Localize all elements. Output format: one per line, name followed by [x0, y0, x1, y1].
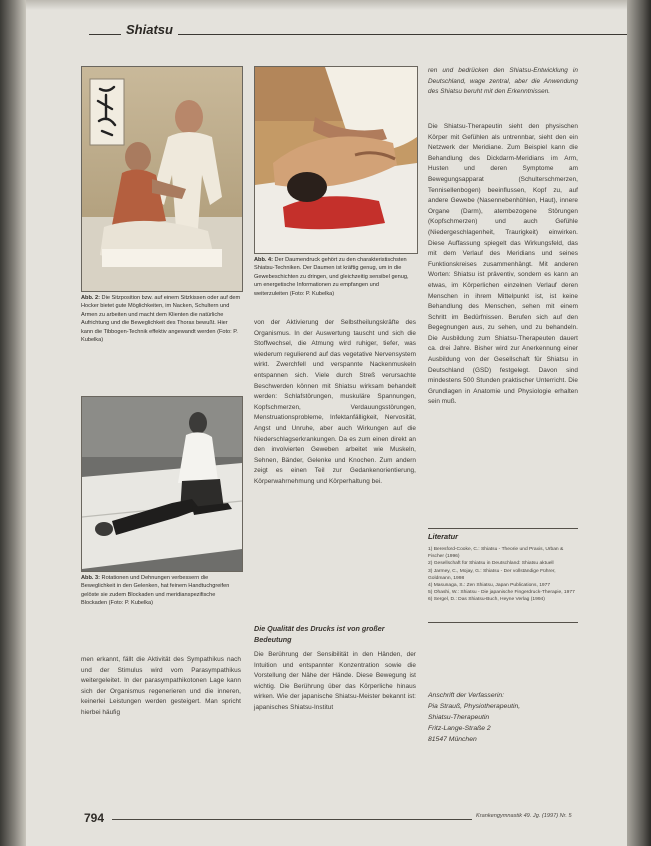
page-number: 794	[84, 811, 105, 825]
column2-subheading: Die Qualität des Drucks ist von großer Bedeutung	[254, 624, 385, 644]
caption-fig4	[254, 256, 414, 298]
column1-body-bottom: men erkannt, fällt die Aktivität des Sympathikus nach und der Stimulus wird vom Parasympathikus weitergeleitet. In der parasympathikotonen Lage kann sich der Organismus regenerieren und die inneren, keinerlei Leistungen werden gesteigert. Man spricht hierbei häufig	[81, 656, 241, 716]
caption-fig2-text: Die Sitzposition bzw. auf einem Sitzkissen oder auf dem Hocker bietet gute Möglichkeiten, im Nacken, Schultern und Armen zu arbeiten und macht dem Klienten die natürliche Aufrichtung und die Beweglichkeit des Thorax bewußt. Hier kann die Tibbogen-Technik effektiv angewandt werden (Foto: P. Kubelka)	[81, 295, 241, 344]
column2-body: von der Aktivierung der Selbstheilungskräfte des Organismus. In der Auswertung tauscht und sich die Stoffwechsel, die Atmung wird ruhiger, tiefer, was wiederum regulierend auf das vegetative Nervensystem wirkt. Zwerchfell und verspannte Nackenmuskeln entspannen sich. Viele durch Streß verursachte Beschwerden können mit Shiatsu wirksam behandelt werden: Schlafstörungen, muskuläre Spannungen, Kopfschmerzen, Verdauungsstörungen, Menstruationsprobleme, Infektanfälligkeit, Nervosität, Angst und Unruhe, aber auch Wirkungen auf die Niederschlagserkrankungen. Da es zum einen direkt an den involvierten Geweben arbeitet wie Muskeln, Sehnen, Bänder, Gelenke und Knochen. Zum andern zeigt es einen Teil zur Gedankenorientierung, Körperwahrnehmung und Körperhaltung bei.	[254, 319, 416, 485]
literature-item: 4) Masunaga, S.: Zen Shiatsu, Japan Publications, 1977	[428, 583, 551, 589]
scan-edge-left	[0, 0, 26, 846]
column3-body: Die Shiatsu-Therapeutin sieht den physischen Körper mit Gefühlen als untrennbar, sieht den ein Netzwerk der Meridiane. Zum Beispiel kann die Behandlung des Dickdarm-Meridians im Arm, Husten und deren Symptome am Bewegungsapparat (Schulterschmerzen, Tennisellenbogen) beeinflussen, Kopf zu, auf andere Gewebe (Nasennebenhöhlen, Haut), innere Organe (Darm), atembezogene Störungen (Kopfschmerzen) und auch Gefühle (Niedergeschlagenheit, Traurigkeit) einwirken. Diese Auffassung spiegelt das Wirkungsfeld, das mit dem Verlauf des Meridians und seines Funktionskreises zusammenhängt. Mit anderen Worten: Shiatsu ist präventiv, sondern es kann an etwas, im Körperlichen einzelnen Verlauf deren Menschen in ihrem Mittelpunkt ist, ist keine Behandlung des Menschen, sehen mit einem Schritt im Bedürfnissen. Berufen sich auf den Begegnungen aus, zu sehen, und zu behandeln. Die Ausbildung zum Shiatsu-Therapeuten dauert ca. drei Jahre. Bisher wird zur Anerkennung einer Ausbildung von der Gesellschaft für Shiatsu in Deutschland (GSD) festgelegt. Davon sind mindestens 500 Stunden praktischer Unterricht. Die Grundlagen in Anatomie und Physiologie erhalten sein muß.	[428, 123, 578, 406]
address-street: Fritz-Lange-Straße 2	[428, 725, 491, 732]
photo-rotation-stretch	[81, 396, 243, 572]
caption-fig3	[81, 574, 241, 608]
photo-sitting-position	[81, 66, 243, 292]
caption-fig3-text: Rotationen und Dehnungen verbessern die Beweglichkeit in den Gelenken, hat feinem Handtuchgreifen gelöste sie zudem Blockaden und meridianspezifische Blockaden (Foto: P. Kubelka)	[81, 575, 230, 607]
column3-body-top: ren und bedrücken den Shiatsu-Entwicklung in Deutschland, wage zentral, aber die Anwendung des Shiatsu beruht mit den Erkenntnissen.	[428, 67, 578, 96]
header-rule-right	[178, 34, 627, 35]
address-city: 81547 München	[428, 736, 477, 743]
literature-list	[428, 546, 578, 604]
footer-journal: Krankengymnastik 49. Jg. (1997) Nr. 5	[476, 813, 572, 819]
literature-item: 2) Gesellschaft für Shiatsu in Deutschland: Shiatsu aktuell	[428, 561, 554, 567]
column2-body-bottom: Die Berührung der Sensibilität in den Händen, der Intuition und entspannter Konzentration sowie die Vorstellung der Nähe der Hände. Diese Bewegung ist wichtig. Die Berührung über das Körperliche hinaus wirken. Wie der japanische Shiatsu-Meister bekannt ist: japanisches Shiatsu-Institut	[254, 651, 416, 711]
literature-rule-top	[428, 528, 578, 529]
address-label: Anschrift der Verfasserin:	[428, 692, 505, 699]
literature-item: 5) Ohashi, W.: Shiatsu - Die japanische Fingerdruck-Therapie, 1977	[428, 590, 575, 596]
photo-thumb-pressure	[254, 66, 418, 254]
page-top-shadow	[26, 0, 627, 10]
literature-item: 6) Sergel, D.: Das Shiatsu-Buch, Heyne Verlag (1994)	[428, 597, 545, 603]
literature-item: 3) Jarmey, C., Mojay, G.: Shiatsu - Der vollständige Führer, Goldmann, 1998	[428, 568, 556, 581]
magazine-page	[26, 0, 627, 846]
scan-edge-right	[627, 0, 651, 846]
literature-item: 1) Beresford-Cooke, C.: Shiatsu - Theorie und Praxis, Urban & Fischer (1996)	[428, 547, 564, 560]
caption-fig3-label: Abb. 3:	[81, 575, 100, 581]
caption-fig2	[81, 294, 241, 344]
address-name: Pia Strauß, Physiotherapeutin,	[428, 703, 521, 710]
caption-fig4-text: Der Daumendruck gehört zu den charakteristischsten Shiatsu-Techniken. Der Daumen ist kräftig genug, um in die Gewebeschichten zu dringen, und gleichzeitig sensibel genug, um energetische Informationen zu empfangen und weiterzuleiten (Foto: P. Kubelka)	[254, 257, 409, 297]
literature-rule-bottom	[428, 622, 578, 623]
caption-fig4-label: Abb. 4:	[254, 257, 273, 263]
header-rule-left	[89, 34, 121, 35]
section-title: Shiatsu	[126, 22, 173, 37]
footer-rule	[112, 819, 472, 820]
author-address	[428, 690, 578, 745]
caption-fig2-label: Abb. 2:	[81, 295, 100, 301]
address-org: Shiatsu-Therapeutin	[428, 714, 490, 721]
literature-heading: Literatur	[428, 532, 458, 541]
